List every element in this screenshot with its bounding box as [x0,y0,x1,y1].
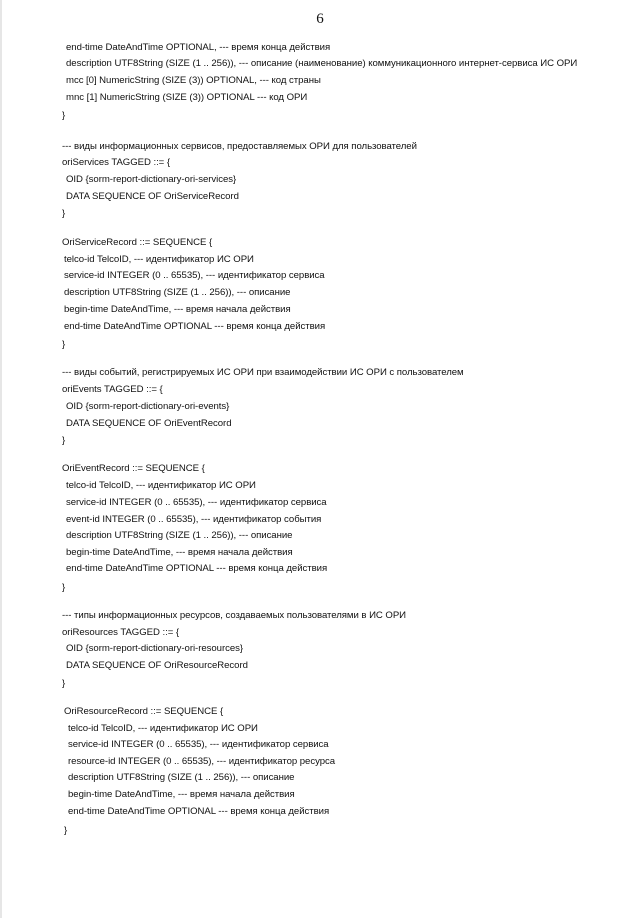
code-line: service-id INTEGER (0 .. 65535), --- идентификатор сервиса [66,497,327,508]
code-line: OriServiceRecord ::= SEQUENCE { [62,237,213,248]
comment-line: --- типы информационных ресурсов, создаваемых пользователями в ИС ОРИ [62,610,407,621]
code-line: description UTF8String (SIZE (1 .. 256)), --- описание (наименование) коммуникационного интернет-сервиса ИС ОРИ [66,58,578,69]
code-line: description UTF8String (SIZE (1 .. 256)), --- описание [66,530,293,541]
code-line: OID {sorm-report-dictionary-ori-events} [66,401,230,412]
code-line: DATA SEQUENCE OF OriServiceRecord [66,191,239,202]
code-line: end-time DateAndTime OPTIONAL, --- время конца действия [66,42,331,53]
code-line: telco-id TelcoID, --- идентификатор ИС ОРИ [64,254,254,265]
code-line: DATA SEQUENCE OF OriResourceRecord [66,660,248,671]
code-line: mnc [1] NumericString (SIZE (3)) OPTIONAL --- код ОРИ [66,92,308,103]
code-line: mcc [0] NumericString (SIZE (3)) OPTIONAL, --- код страны [66,75,321,86]
code-line: service-id INTEGER (0 .. 65535), --- идентификатор сервиса [68,739,329,750]
code-line: DATA SEQUENCE OF OriEventRecord [66,418,232,429]
code-line: telco-id TelcoID, --- идентификатор ИС ОРИ [68,723,258,734]
code-line: } [62,678,66,689]
code-line: event-id INTEGER (0 .. 65535), --- идентификатор события [66,514,322,525]
code-line: OID {sorm-report-dictionary-ori-resources} [66,643,244,654]
code-line: end-time DateAndTime OPTIONAL --- время конца действия [68,806,330,817]
code-line: OID {sorm-report-dictionary-ori-services} [66,174,237,185]
code-line: oriResources TAGGED ::= { [62,627,180,638]
code-line: end-time DateAndTime OPTIONAL --- время конца действия [64,321,326,332]
code-line: oriEvents TAGGED ::= { [62,384,163,395]
comment-line: --- виды событий, регистрируемых ИС ОРИ при взаимодействии ИС ОРИ с пользователем [62,367,464,378]
code-line: end-time DateAndTime OPTIONAL --- время конца действия [66,563,328,574]
code-line: } [62,582,66,593]
code-line: description UTF8String (SIZE (1 .. 256)), --- описание [68,772,295,783]
code-line: begin-time DateAndTime, --- время начала действия [68,789,295,800]
code-line: begin-time DateAndTime, --- время начала действия [66,547,293,558]
code-line: resource-id INTEGER (0 .. 65535), --- идентификатор ресурса [68,756,336,767]
code-line: } [62,110,66,121]
page-number: 6 [316,11,324,27]
scan-edge-shadow [0,0,2,918]
code-line: description UTF8String (SIZE (1 .. 256)), --- описание [64,287,291,298]
code-line: } [62,339,66,350]
code-line: begin-time DateAndTime, --- время начала действия [64,304,291,315]
code-line: } [62,208,66,219]
code-line: service-id INTEGER (0 .. 65535), --- идентификатор сервиса [64,270,325,281]
code-line: telco-id TelcoID, --- идентификатор ИС ОРИ [66,480,256,491]
code-line: oriServices TAGGED ::= { [62,157,171,168]
code-line: } [62,435,66,446]
comment-line: --- виды информационных сервисов, предоставляемых ОРИ для пользователей [62,141,417,152]
code-line: OriResourceRecord ::= SEQUENCE { [64,706,224,717]
code-line: } [64,825,68,836]
code-line: OriEventRecord ::= SEQUENCE { [62,463,205,474]
